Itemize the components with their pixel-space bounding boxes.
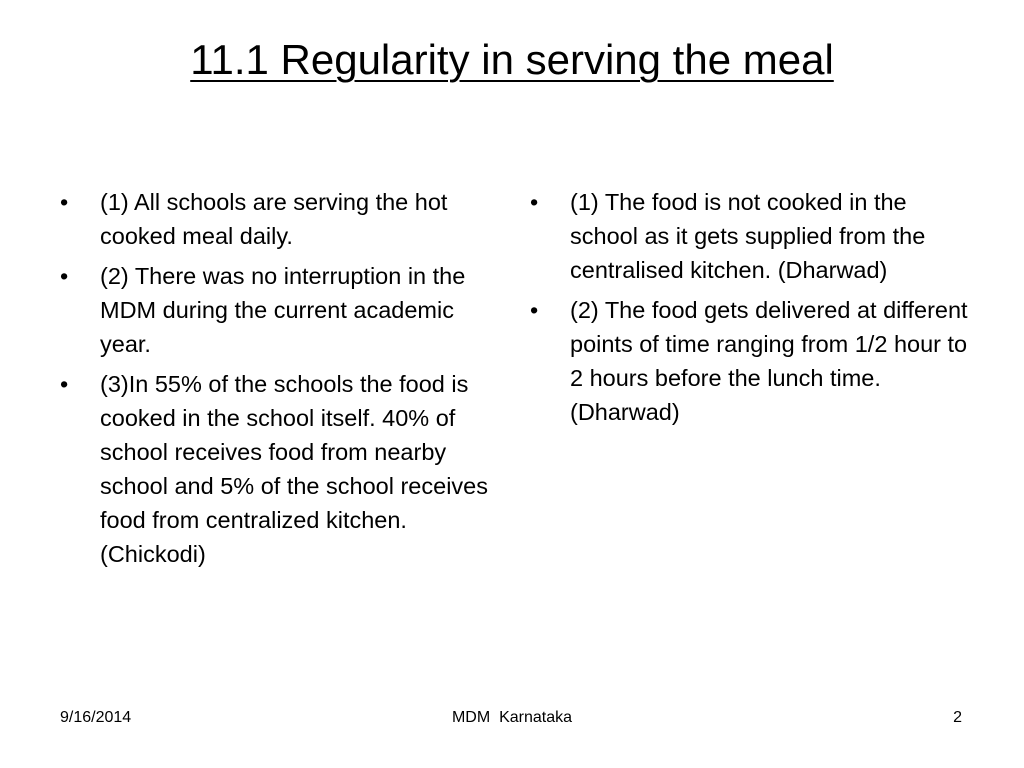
bullet-item (530, 293, 970, 429)
bullet-text: (1) The food is not cooked in the school as it gets supplied from the centralised kitchen. (Dharwad) (570, 189, 926, 283)
slide-title: 11.1 Regularity in serving the meal (190, 36, 834, 83)
bullet-text: (2) There was no interruption in the MDM during the current academic year. (100, 263, 466, 357)
bullet-icon: • (530, 297, 539, 323)
bullet-icon: • (60, 189, 69, 215)
bullet-item (60, 367, 490, 571)
bullet-icon: • (60, 371, 69, 397)
bullet-item (530, 185, 970, 287)
bullet-icon: • (530, 189, 539, 215)
bullet-item (60, 185, 490, 253)
footer-title: MDM Karnataka (451, 709, 573, 726)
left-bullet-list (60, 185, 490, 577)
bullet-text: (1) All schools are serving the hot cooked meal daily. (100, 189, 448, 249)
footer-date: 9/16/2014 (60, 709, 132, 726)
bullet-item (60, 259, 490, 361)
bullet-icon: • (60, 263, 69, 289)
page-number: 2 (953, 709, 962, 726)
right-bullet-list (530, 185, 970, 435)
bullet-text: (3)In 55% of the schools the food is cooked in the school itself. 40% of school receives food from nearby school and 5% of the school receives food from centralized kitchen. (Chickodi) (100, 371, 488, 567)
bullet-text: (2) The food gets delivered at different points of time ranging from 1/2 hour to 2 hours before the lunch time. (Dharwad) (570, 297, 968, 425)
